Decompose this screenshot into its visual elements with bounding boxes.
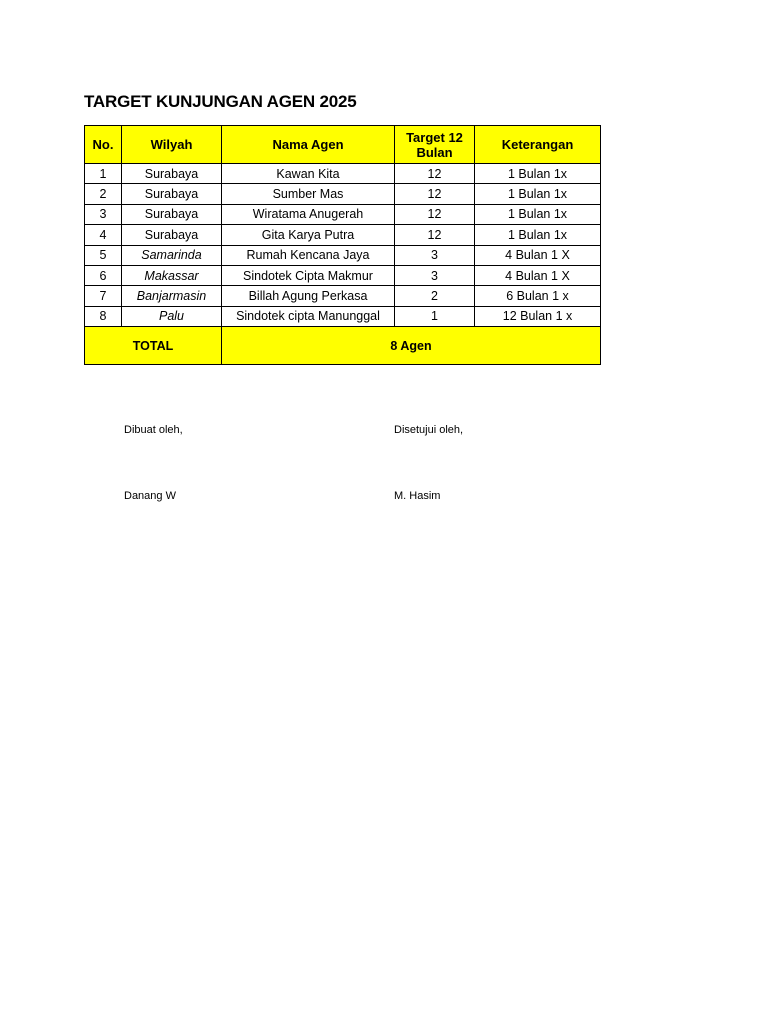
- approved-by-label: Disetujui oleh,: [394, 424, 464, 436]
- cell-no: 5: [85, 245, 122, 265]
- table-row: [85, 286, 601, 306]
- cell-wilayah: Surabaya: [122, 164, 222, 184]
- made-by-label: Dibuat oleh,: [124, 424, 183, 436]
- cell-keterangan: 1 Bulan 1x: [475, 184, 601, 204]
- cell-target: 12: [395, 164, 475, 184]
- cell-keterangan: 6 Bulan 1 x: [475, 286, 601, 306]
- cell-keterangan: 4 Bulan 1 X: [475, 245, 601, 265]
- cell-no: 4: [85, 225, 122, 245]
- cell-wilayah: Samarinda: [122, 245, 222, 265]
- cell-target: 12: [395, 225, 475, 245]
- cell-nama-agen: Rumah Kencana Jaya: [222, 245, 395, 265]
- made-by-name: Danang W: [124, 490, 176, 502]
- cell-no: 6: [85, 265, 122, 285]
- header-target: Target 12 Bulan: [395, 126, 475, 164]
- table-row: [85, 164, 601, 184]
- total-row: [85, 327, 601, 365]
- cell-keterangan: 12 Bulan 1 x: [475, 306, 601, 326]
- cell-no: 7: [85, 286, 122, 306]
- total-label: TOTAL: [85, 327, 222, 365]
- table-row: [85, 306, 601, 326]
- cell-wilayah: Surabaya: [122, 184, 222, 204]
- approved-by-name: M. Hasim: [394, 490, 441, 502]
- total-value: 8 Agen: [222, 327, 601, 365]
- header-nama-agen: Nama Agen: [222, 126, 395, 164]
- table-row: [85, 225, 601, 245]
- cell-target: 12: [395, 204, 475, 224]
- cell-wilayah: Banjarmasin: [122, 286, 222, 306]
- cell-wilayah: Surabaya: [122, 204, 222, 224]
- cell-nama-agen: Kawan Kita: [222, 164, 395, 184]
- cell-nama-agen: Sumber Mas: [222, 184, 395, 204]
- table-header-row: [85, 126, 601, 164]
- cell-wilayah: Surabaya: [122, 225, 222, 245]
- table-row: [85, 184, 601, 204]
- header-keterangan: Keterangan: [475, 126, 601, 164]
- cell-no: 3: [85, 204, 122, 224]
- cell-no: 8: [85, 306, 122, 326]
- cell-target: 3: [395, 245, 475, 265]
- cell-target: 12: [395, 184, 475, 204]
- cell-nama-agen: Billah Agung Perkasa: [222, 286, 395, 306]
- cell-no: 2: [85, 184, 122, 204]
- cell-target: 2: [395, 286, 475, 306]
- cell-no: 1: [85, 164, 122, 184]
- cell-keterangan: 1 Bulan 1x: [475, 225, 601, 245]
- header-no: No.: [85, 126, 122, 164]
- cell-target: 1: [395, 306, 475, 326]
- cell-keterangan: 1 Bulan 1x: [475, 204, 601, 224]
- cell-wilayah: Palu: [122, 306, 222, 326]
- agent-visit-table: [84, 125, 601, 365]
- cell-wilayah: Makassar: [122, 265, 222, 285]
- table-row: [85, 265, 601, 285]
- document-title: TARGET KUNJUNGAN AGEN 2025: [84, 92, 357, 111]
- cell-keterangan: 1 Bulan 1x: [475, 164, 601, 184]
- cell-nama-agen: Sindotek cipta Manunggal: [222, 306, 395, 326]
- cell-nama-agen: Sindotek Cipta Makmur: [222, 265, 395, 285]
- cell-keterangan: 4 Bulan 1 X: [475, 265, 601, 285]
- table-row: [85, 204, 601, 224]
- header-wilayah: Wilyah: [122, 126, 222, 164]
- cell-nama-agen: Gita Karya Putra: [222, 225, 395, 245]
- cell-target: 3: [395, 265, 475, 285]
- table-row: [85, 245, 601, 265]
- cell-nama-agen: Wiratama Anugerah: [222, 204, 395, 224]
